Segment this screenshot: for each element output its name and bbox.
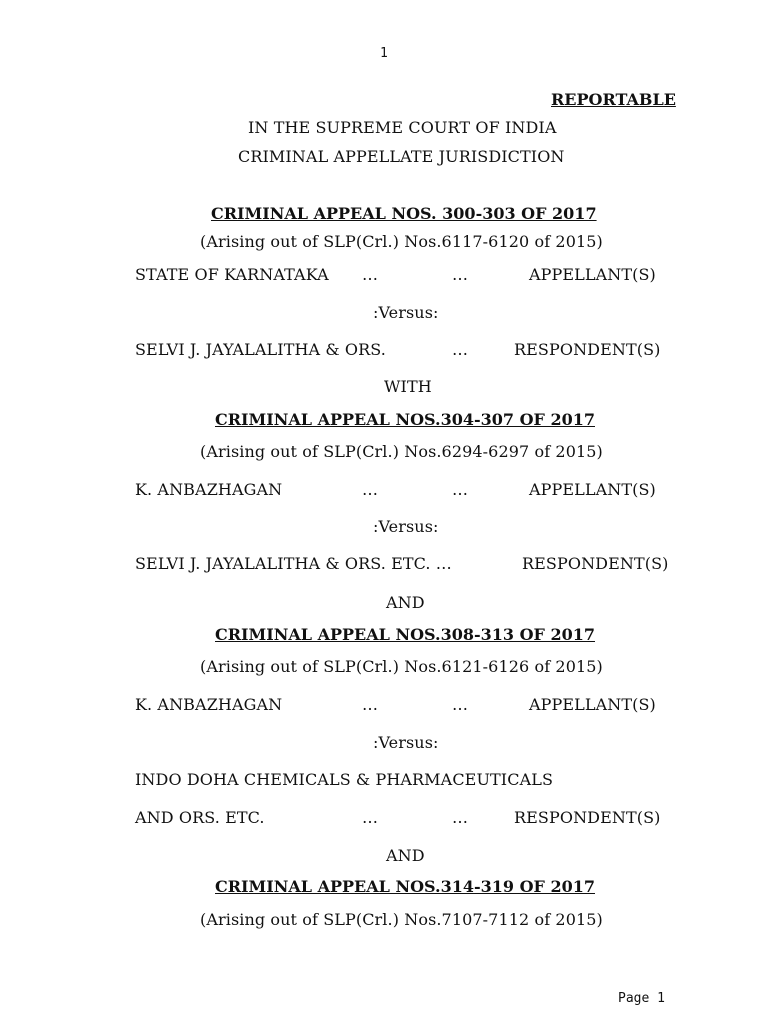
connector-and-2: AND bbox=[386, 846, 425, 865]
appeal-1-respondent-name: SELVI J. JAYALALITHA & ORS. bbox=[135, 340, 386, 359]
appeal-3-title: CRIMINAL APPEAL NOS.308-313 OF 2017 bbox=[215, 625, 595, 644]
appeal-3-respondent-line-2: AND ORS. ETC. bbox=[135, 808, 265, 827]
appeal-2-appellant-name: K. ANBAZHAGAN bbox=[135, 480, 283, 499]
appeal-3-appellant-name: K. ANBAZHAGAN bbox=[135, 695, 283, 714]
appeal-1-title: CRIMINAL APPEAL NOS. 300-303 OF 2017 bbox=[211, 204, 597, 223]
appeal-2-ellipsis-2: … bbox=[452, 480, 469, 499]
appeal-3-ellipsis-1: … bbox=[362, 695, 379, 714]
appeal-2-appellant-role: APPELLANT(S) bbox=[529, 480, 656, 499]
jurisdiction: CRIMINAL APPELLATE JURISDICTION bbox=[238, 147, 565, 166]
appeal-1-versus: :Versus: bbox=[373, 303, 439, 322]
appeal-2-respondent-role: RESPONDENT(S) bbox=[522, 554, 669, 573]
appeal-3-ellipsis-2: … bbox=[452, 695, 469, 714]
reportable-label: REPORTABLE bbox=[551, 90, 676, 109]
connector-and-1: AND bbox=[386, 593, 425, 612]
court-name: IN THE SUPREME COURT OF INDIA bbox=[248, 118, 557, 137]
appeal-3-arising: (Arising out of SLP(Crl.) Nos.6121-6126 of 2015) bbox=[200, 657, 603, 676]
appeal-4-title: CRIMINAL APPEAL NOS.314-319 OF 2017 bbox=[215, 877, 595, 896]
appeal-1-ellipsis-1: … bbox=[362, 265, 379, 284]
appeal-1-appellant-role: APPELLANT(S) bbox=[529, 265, 656, 284]
appeal-3-appellant-role: APPELLANT(S) bbox=[529, 695, 656, 714]
appeal-1-arising: (Arising out of SLP(Crl.) Nos.6117-6120 of 2015) bbox=[200, 232, 603, 251]
appeal-2-title: CRIMINAL APPEAL NOS.304-307 OF 2017 bbox=[215, 410, 595, 429]
appeal-3-respondent-role: RESPONDENT(S) bbox=[514, 808, 661, 827]
appeal-1-respondent-role: RESPONDENT(S) bbox=[514, 340, 661, 359]
page-number-top: 1 bbox=[380, 46, 388, 61]
appeal-3-versus: :Versus: bbox=[373, 733, 439, 752]
appeal-2-ellipsis-1: … bbox=[362, 480, 379, 499]
connector-with: WITH bbox=[384, 377, 432, 396]
appeal-1-ellipsis-3: … bbox=[452, 340, 469, 359]
appeal-4-arising: (Arising out of SLP(Crl.) Nos.7107-7112 of 2015) bbox=[200, 910, 603, 929]
page-footer: Page 1 bbox=[618, 991, 665, 1006]
appeal-2-versus: :Versus: bbox=[373, 517, 439, 536]
appeal-3-ellipsis-3: … bbox=[362, 808, 379, 827]
appeal-2-arising: (Arising out of SLP(Crl.) Nos.6294-6297 of 2015) bbox=[200, 442, 603, 461]
appeal-3-ellipsis-4: … bbox=[452, 808, 469, 827]
appeal-3-respondent-line-1: INDO DOHA CHEMICALS & PHARMACEUTICALS bbox=[135, 770, 554, 789]
appeal-1-ellipsis-2: … bbox=[452, 265, 469, 284]
appeal-1-appellant-name: STATE OF KARNATAKA bbox=[135, 265, 329, 284]
appeal-2-respondent-name: SELVI J. JAYALALITHA & ORS. ETC. … bbox=[135, 554, 452, 573]
